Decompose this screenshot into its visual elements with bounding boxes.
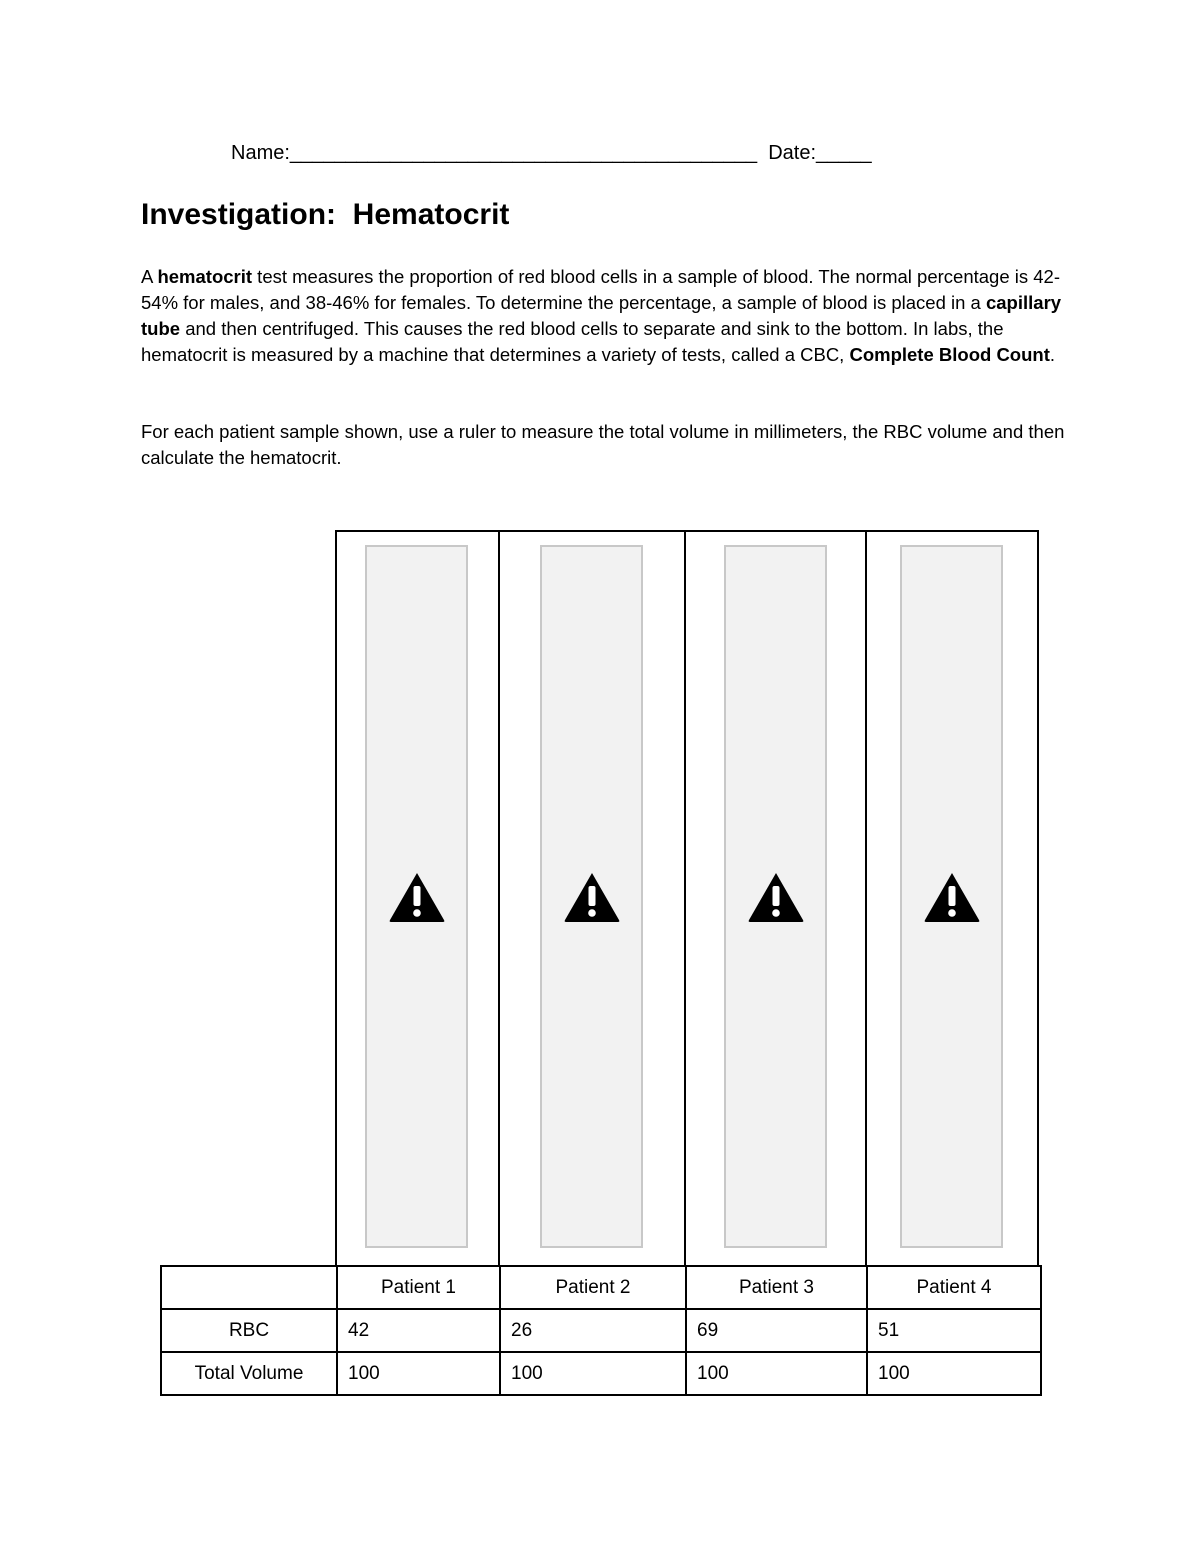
- row-label-rbc: RBC: [161, 1309, 337, 1352]
- warning-icon: [747, 871, 805, 923]
- tube-image-patient-1: [365, 545, 468, 1248]
- tube-image-patient-4: [900, 545, 1003, 1248]
- intro-text-c: and then centrifuged. This causes the red blood cells to separate and sink to the bottom. In labs, the hematocrit is measured by a machine that determines a variety of tests, called a CBC,: [141, 318, 1004, 365]
- term-hematocrit: hematocrit: [157, 266, 253, 287]
- column-header-patient-2: Patient 2: [500, 1266, 686, 1309]
- term-complete-blood-count: Complete Blood Count: [849, 344, 1050, 365]
- table-cell[interactable]: 42: [337, 1309, 500, 1352]
- results-table: [160, 1265, 1042, 1396]
- intro-text-b: test measures the proportion of red blood cells in a sample of blood. The normal percentage is 42-54% for males, and 38-46% for females. To determine the percentage, a sample of blood is placed in a: [141, 266, 1060, 313]
- table-cell[interactable]: 100: [337, 1352, 500, 1395]
- table-cell[interactable]: 100: [500, 1352, 686, 1395]
- table-corner-cell: [161, 1266, 337, 1309]
- date-label: Date:: [768, 142, 817, 164]
- column-header-patient-4: Patient 4: [867, 1266, 1041, 1309]
- intro-text-a: A: [141, 266, 158, 287]
- tube-divider: [498, 532, 500, 1266]
- column-header-patient-1: Patient 1: [337, 1266, 500, 1309]
- table-cell[interactable]: 100: [686, 1352, 867, 1395]
- date-blank[interactable]: _____: [816, 142, 872, 164]
- row-label-total-volume: Total Volume: [161, 1352, 337, 1395]
- intro-text-d: .: [1049, 344, 1056, 365]
- table-row: [161, 1309, 1041, 1352]
- instructions-paragraph: For each patient sample shown, use a ruler to measure the total volume in millimeters, the RBC volume and then calculate the hematocrit.: [141, 421, 1065, 468]
- tube-divider: [865, 532, 867, 1266]
- table-cell[interactable]: 100: [867, 1352, 1041, 1395]
- warning-icon: [923, 871, 981, 923]
- warning-icon: [388, 871, 446, 923]
- column-header-patient-3: Patient 3: [686, 1266, 867, 1309]
- table-cell[interactable]: 26: [500, 1309, 686, 1352]
- tube-divider: [684, 532, 686, 1266]
- intro-paragraph: [141, 264, 1071, 368]
- tube-image-patient-3: [724, 545, 827, 1248]
- page-title: Investigation: Hematocrit: [141, 198, 510, 231]
- name-date-line: [231, 142, 872, 165]
- table-header-row: [161, 1266, 1041, 1309]
- table-cell[interactable]: 69: [686, 1309, 867, 1352]
- table-row: [161, 1352, 1041, 1395]
- term-capillary-tube: capillary tube: [141, 292, 1062, 339]
- warning-icon: [563, 871, 621, 923]
- name-blank[interactable]: __________________________________________: [289, 142, 758, 164]
- tube-image-patient-2: [540, 545, 643, 1248]
- tube-frame: [335, 530, 1039, 1266]
- name-label: Name:: [231, 142, 290, 164]
- table-cell[interactable]: 51: [867, 1309, 1041, 1352]
